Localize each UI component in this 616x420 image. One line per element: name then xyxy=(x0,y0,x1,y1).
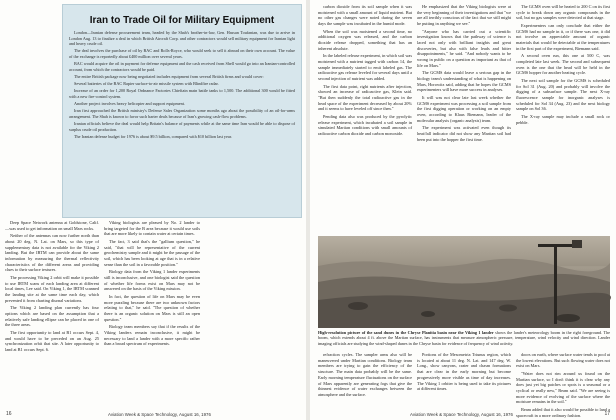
article-paragraph: "Anyone who has carried out a scientific investigation knows that the pathway of science is laced not only with brilliant insights and great discoveries, but also with false leads and bitter disappointments," he said. "And nobody wants to be wrong in public on a question as important as that of life on Mars." xyxy=(417,28,511,68)
article-paragraph: "Water does not rim around us found on the Martian surface, so I don't think it is clear why any does just yet big patches or spots is a seasonal or a cyclical or really new," Beam said. "We are seeing is more evidence of evolving of the surface where the moisture remains in the soil." xyxy=(516,370,610,405)
page-footer: Aviation Week & Space Technology, August 16, 1976 xyxy=(410,412,513,417)
article-paragraph: The Viking 2 landing plan currently has four options which are based on the assumption that a relatively safe landing ellipse can be placed in one of the three areas. xyxy=(5,305,99,328)
caption-text: shows the lander's meteorology boom in the right foreground. The boom, which extends about 4 ft. above the Martian surface, has instruments that measure atmospheric pressure, temperature, wind velocity and wind direction. Lander imaging officials are studying the wind-shaped dunes in the Chryse basin for evidence of frequency of wind activity. xyxy=(318,330,610,346)
box-paragraph: Iran first approached the British ministry's Defense Sales Organization some months ago about the possibility of an oil-for-arms arrangement. The Shah is known to favor such barter deals because of Iran's growing cash-flow problems. xyxy=(69,108,295,119)
mars-dunes-image xyxy=(318,236,610,328)
article-paragraph: The first data point, right nutrients after injection, showed an increase of radioactive gas, Klein said. "But then suddenly the total radioactive gas in the head space of the experiment decreased by about 20% and it seems to have leveled off since then." xyxy=(318,83,412,112)
article-paragraph: refraction cycles. The sampler arms also will be maneuvered under Martian conditions. Biology team members are trying to gain the efficiency of the structure. The main data probably will be the same. Early morning temperature fluctuations on the surface of Mars apparently are generating fogs that give the thinnest evidence of water exchanges between the atmosphere and the surface. xyxy=(318,352,412,397)
left-column-2 xyxy=(104,220,200,408)
article-paragraph: Experimenters can only conclude that either the GCMS had no sample in it, or if there was one, it did not involve an appreciable amount of organic materials that would be detectable at the temperatures in the first part of the experiment, Biemann said. xyxy=(516,22,610,51)
mars-dunes-photo xyxy=(318,236,610,328)
page-footer: Aviation Week & Space Technology, August 16, 1976 xyxy=(108,412,211,417)
box-paragraph: The Iranian defense budget for 1976 is about $9.5 billion, compared with $10 billion last year. xyxy=(74,133,232,139)
left-page xyxy=(0,0,306,420)
box-paragraph: Increase of an order for 1,200 Royal Ordnance Factories Chieftain main battle tanks to 1,500. The additional 300 would be fitted with a new fire-control system. xyxy=(69,88,295,99)
right-column-1 xyxy=(318,4,412,232)
article-paragraph: The next soil sample for the GCMS is scheduled for Sol 31 (Aug. 20) and probably will involve the digging of a subsurface sample. The next X-ray fluorescence sample for inorganic analyses is scheduled for Sol 34 (Aug. 23) and the next biology sample on Sol 36. xyxy=(516,77,610,112)
article-paragraph: The first opportunity to land at B1 occurs Sept. 4, and would have to be preceded on an Aug. 25 synchronization orbit that site. A later opportunity to land at B1 occurs Sept. 6. xyxy=(5,329,99,352)
right-bottom-column-1 xyxy=(318,352,412,408)
article-paragraph: Pending data also was produced by the pyrolytic release experiment, which incubated a soil sample in simulated Martian conditions with small amounts of radioactive carbon dioxide and carbon monoxide. xyxy=(318,113,412,136)
box-paragraph: London—Iranian defense procurement team, headed by the Shah's brother-in-law, Gen. Hassan Toufanian, was due to arrive in London Aug. 13 to finalize a deal in which British Aircraft Corp. and other contractors would sell military equipment for Iranian light and heavy crude oil. xyxy=(69,30,295,47)
box-paragraph: Another project involves heavy helicopter and support equipment. xyxy=(74,101,185,107)
article-paragraph: When the soil was moistened a second time, no additional oxygen was released, and the carbon dioxide release dropped, something that has an inherent absolute. xyxy=(318,28,412,51)
article-paragraph: Deep Space Network antenna at Goldstone, Calif.—was used to get information on small Mars rocks. xyxy=(5,220,99,231)
box-text xyxy=(63,30,301,139)
article-paragraph: It will was not clear late last week whether the GCMS experiment was processing a soil sample from the first digging operation or working on an empty oven, according to Klaus Biemann, leader of the molecular analysis (organic analysis) team. xyxy=(417,94,511,123)
page-number: 17 xyxy=(604,411,610,417)
box-paragraph: The deal involves the purchase of oil by BAC and Rolls-Royce, who would seek to sell it abroad on their own account. The value of the exchange is reportedly about £400 million over several years. xyxy=(69,48,295,59)
article-paragraph: Biology data from the Viking 1 lander experiments still is inconclusive, and one biologist said the question of whether life forms exist on Mars may not be answered on the basis of the Viking mission. xyxy=(104,269,200,292)
article-paragraph: The GCMS oven will be heated to 200 C on its first cycle to break down any organic compounds in the soil, but no gas samples were detected at that stage. xyxy=(516,4,610,21)
article-paragraph: The experiment was activated even though its heat/fall indicator did not show any Martian soil had been put into the hopper the first time. xyxy=(417,125,511,142)
right-column-3 xyxy=(516,4,610,232)
article-paragraph: He emphasized that the Viking biologists were at the very beginning of their investigations and that "we are all terribly conscious of the fact that we still might be putting in anything we see." xyxy=(417,4,511,27)
article-paragraph: The fact, 3 said that's the "gallium question," he said, "that will be representative of the current geochemistry sample and it might be the passage of the soil, which has been looking at age that is in a relative sense than the soil in a favorable position." xyxy=(104,238,200,267)
sidebar-box xyxy=(62,4,302,218)
box-paragraph: The entire British package now being negotiated includes equipment from several British firms and would cover: xyxy=(74,73,264,79)
box-title: Iran to Trade Oil for Military Equipment xyxy=(89,15,275,26)
article-paragraph: Biology team members say that if the results of the Viking landers remain inconclusive, it might be necessary to land a lander with a more specific rather than a broad spectrum of experiments. xyxy=(104,324,200,347)
photo-caption xyxy=(318,330,610,346)
box-paragraph: BAC would acquire the oil in payment for defense equipment and the cash received from Shell would go into an Iranian-controlled account, from which the contractors would be paid. xyxy=(69,61,295,72)
right-column-2 xyxy=(417,4,511,232)
right-page xyxy=(310,0,616,420)
article-paragraph: A second oven run, this one at 500 C, was completed late last week. The second and subsequent oven is the one that the head will be held in the GCMS hopper for another heating cycle. xyxy=(516,53,610,76)
box-paragraph: Several batteries of the BAC Rapier surface-to-air missile system with Blindfire radar. xyxy=(74,81,219,87)
article-paragraph: In the labeled release experiment, in which soil was moistened with a nutrient tagged with carbon 14, the sample immediately started to emit labeled gas. The radioactive gas release leveled for several days until a second injection of nutrient was added. xyxy=(318,53,412,82)
box-paragraph: Iranian officials believe the deal would help Britain's balance of payments while at the same time Iran would be able to dispose of surplus crude oil production. xyxy=(69,121,295,132)
article-paragraph: The processing Viking 2 orbit will make it possible to use IRTM scans of each landing area at different local times, Lee said. On Viking 1, the IRTM scanned the landing site at the same time each day, which prevented it from charting diurnal variations. xyxy=(5,274,99,303)
article-paragraph: Viking biologists are pleased by No. 2 lander to bring targeted for the B area because it would use soils that are more likely to contain water at certain times. xyxy=(104,220,200,237)
article-paragraph: doors on earth, where surface water tends to pool at the lowest elevations. But such flowing water does not exist on Mars. xyxy=(516,352,610,369)
article-paragraph: Beam added that it also would be possible to land a spacecraft in a more ordinary fashion. xyxy=(516,406,610,418)
article-paragraph: In fact, the question of life on Mars may be even more puzzling because there are two unknown factors relating to that," he said. "The question of whether there is an organic solution on Mars is still an open question." xyxy=(104,293,200,322)
left-column-1 xyxy=(5,220,99,408)
page-number: 16 xyxy=(6,411,12,417)
article-paragraph: The X-ray sample may include a small rock or pebble. xyxy=(516,113,610,125)
article-paragraph: Portions of the Mesometria Triunus region, which is located at about 11 deg. N. Lat. and 147 deg. W. Long., show canyons, crater and chasm formations that are clear in the early morning but become progressively more visible as time of day increases. The Viking 1 orbiter is being used to take its pictures at different times. xyxy=(417,352,511,392)
right-bottom-column-2 xyxy=(417,352,511,408)
article-paragraph: The GCMS data would leave a serious gap in the biology team's understanding of what is happening on Mars, Horowitz said, adding that he hopes the GCMS experimenters will have more success in analyses. xyxy=(417,70,511,93)
article-paragraph: carbon dioxide from its soil sample when it was moistened with a small amount of liquid nutrient. But no other gas changes were noted during the seven days the sample was incubated in the humid mode. xyxy=(318,4,412,27)
caption-bold: High-resolution picture of the sand dunes in the Chryse Planitia basin near the Viking 1 lander xyxy=(318,330,494,335)
article-paragraph: Neither of the antennas can now further north than about 20 deg. N. Lat. on Mars, so this type of supplementary data is not available for the Viking 2 landing. But the IRTM can provide about the same information by measuring the thermal reflectivity characteristics of the different areas and providing clues to their surface textures. xyxy=(5,233,99,273)
